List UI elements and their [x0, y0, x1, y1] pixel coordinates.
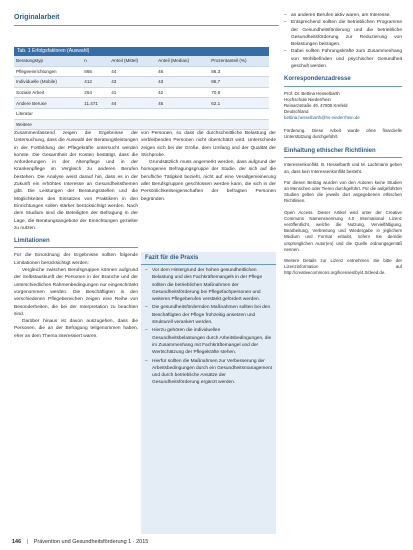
table-cell: 11.471	[82, 98, 109, 109]
table-cell: Literatur	[14, 108, 82, 119]
funding-note: Förderung. Diese Arbeit wurde ohne finanzielle Unterstützung durchgeführt.	[284, 127, 402, 139]
data-table	[14, 56, 269, 130]
contact-heading: Korrespondenzadresse	[284, 76, 402, 86]
table-cell	[209, 108, 269, 119]
list-item: – Dabei sollten Führungskräfte zum Zusammenhang von Wohlbefinden und psychischer Gesundheit geschult werden.	[291, 48, 402, 70]
body-paragraph: von Personen, so dass die durchschnittliche Belastung der verbleibenden Personen nicht überschätzt wird. Unterschiede zeigen sich bei der Größe, dem Umfang und der Qualität der Stichprobe.	[141, 131, 276, 158]
table-cell: Andere Beruse	[14, 98, 82, 109]
table-cell	[109, 108, 156, 119]
table-row	[14, 108, 269, 119]
column-left	[14, 130, 138, 340]
table-cell: 62,1	[209, 98, 269, 109]
right-list	[284, 12, 402, 70]
column-middle	[141, 130, 276, 203]
table-cell	[156, 119, 209, 130]
list-item: – an anderen Berufen aktiv waren, am Interesse.	[291, 12, 402, 19]
table-header-row	[14, 56, 269, 66]
table-cell: 46	[156, 66, 209, 77]
section-label: Originalarbeit	[14, 12, 279, 26]
contact-line: Hochschule Niederrhein	[284, 96, 331, 102]
email-link[interactable]: bettina.hesselbarth@hs-niederrhein.de	[284, 115, 360, 121]
contact-block	[284, 91, 402, 122]
table-row	[14, 87, 269, 98]
table-cell: Individuelle (Mobile)	[14, 77, 82, 88]
table-cell: 43	[109, 77, 156, 88]
table-cell: 412	[82, 77, 109, 88]
table-header-cell: Anteil (Mittel)	[109, 56, 156, 66]
ethics-paragraph: Weitere Details zur Lizenz entnehmen Sie bitte der Lizenzinformation auf http://creativecommons.org/licenses/by/4.0/deed.de.	[284, 258, 402, 276]
table-cell	[109, 119, 156, 130]
ethics-paragraph: Interessenkonflikt. B. Hesselbarth und M. Lachmann geben an, dass kein Interessenkonflikt besteht.	[284, 162, 402, 174]
table-cell: Weitere	[14, 119, 82, 130]
table-caption: Tab. 1 Erfolgsfaktoren (Auswahl)	[14, 47, 269, 56]
practice-item: – Hierfür sollten die Maßnahmen zur Verbesserung der Arbeitsbedingungen durch ein Gesundheitsmanagement und durch betriebliche Ansätze der Gesundheitsförderung ergänzt werden.	[152, 358, 272, 387]
ethics-paragraph: Open Access. Dieser Artikel wird unter der Creative Commons Namensnennung 4.0 International Lizenz veröffentlicht, welche die Nutzung, Vervielfältigung, Bearbeitung, Verbreitung und Wiedergabe in jeglichem Medium und Format erlaubt, sofern Sie den/die ursprünglichen Autor(en) und die Quelle ordnungsgemäß nennen.	[284, 209, 402, 252]
body-paragraph: Zusammenfassend zeigen die Ergebnisse der Untersuchung, dass die Auswahl der Beratungsleistungen in der Fortbildung der Pflegekräfte untersucht werden konnte. Die Gesamtheit der Kosten bestätigt, dass die Anforderungen in der Altenpflege und in der Krankenpflege im Vergleich zu anderen Berufen bestehen. Die Analyse weist darauf hin, dass es in der Zukunft ein erhöhtes Interesse an Gesundheitsthemen gibt. Die Leistungen der Beratungsstellen und die Möglichkeiten des Einsatzes von Praktikern in den Einrichtungen sollen stärker berücksichtigt werden. Nach dem Studium sind die Beteiligten der Befragung in der Lage, die Beratungsangebote der Einrichtungen gezielter zu nutzen.	[14, 131, 138, 231]
ethics-block	[284, 162, 402, 276]
table-cell: 70,8	[209, 87, 269, 98]
table-header-cell: Beratungstyp	[14, 56, 82, 66]
table-row	[14, 119, 269, 130]
footer-separator: |	[26, 539, 29, 545]
table-cell: 866	[82, 66, 109, 77]
list-item: – Entsprechend sollten die betrieblichen Programme der Gesundheitsförderung und die betriebliche Gesundheitsförderung zur Reduzierung von Belastungen beitragen.	[291, 19, 402, 48]
body-paragraph: Grundsätzlich muss angemerkt werden, dass aufgrund der homogenen Befragungsgruppe der Studie, der sich auf die berufliche Tätigkeit bezieht, nicht auf eine Verallgemeinerung aller Berufsgruppen geschlossen werden kann, die sich in der Persönlichkeitseigenschaften der befragten Personen begründen.	[141, 160, 276, 202]
contact-line: Deutschland	[284, 109, 309, 115]
body-paragraph: Darüber hinaus ist davon auszugehen, dass die Personen, die an der Befragung teilgenommen haben, eher an dem Thema interessiert waren.	[14, 319, 138, 339]
practice-box	[141, 252, 276, 534]
box-list	[141, 267, 276, 387]
table-row	[14, 66, 269, 77]
page-footer	[12, 538, 402, 546]
practice-item: – Hierzu gehören die individuellen Gesundheitsbelastungen durch Arbeitsbedingungen, die im Zusammenhang mit Fachkräftemangel und der Wertschätzung der Pflegekräfte stehen.	[152, 327, 272, 356]
table-cell: 43	[156, 77, 209, 88]
table-cell	[82, 119, 109, 130]
practice-item: – Vor dem Hintergrund der hohen gesundheitlichen Belastung und des Fachkräftemangels in der Pflege sollten die betrieblichen Maßnahmen der Gesundheitsförderung bei Pflegefachpersonen und weiteren Pflegeberufen verstärkt gefördert werden.	[152, 267, 272, 303]
page-number: 146	[12, 539, 22, 545]
table-cell: 42	[156, 87, 209, 98]
ethics-heading: Einhaltung ethischer Richtlinien	[284, 148, 402, 158]
table-cell: 44	[109, 66, 156, 77]
table-cell	[82, 108, 109, 119]
body-paragraph: Vergleiche zwischen Berufsgruppen können aufgrund der Selbstauskunft der Personen in der Branche und der unterschiedlichen Rahmenbedingungen nur eingeschränkt vorgenommen werden. Die Beschäftigten in den verschiedenen Pflegebereichen zeigen eine Reihe von Besonderheiten, die bei der Interpretation zu beachten sind.	[14, 268, 139, 317]
contact-line: Reinarzstraße 49, 47805 Krefeld	[284, 103, 348, 109]
table-cell: Soziale Arbeit	[14, 87, 82, 98]
table-cell: 86,7	[209, 77, 269, 88]
ethics-paragraph: Für diesen Beitrag wurden von den Autoren keine Studien an Menschen oder Tieren durchgeführt. Für die aufgeführten Studien gelten die jeweils dort angegebenen ethischen Richtlinien.	[284, 179, 402, 204]
table-row	[14, 98, 269, 109]
column-right	[284, 12, 402, 282]
table-cell: 45	[156, 98, 209, 109]
journal-name: Prävention und Gesundheitsförderung 1 · 2015	[33, 539, 149, 545]
practice-item: – Die gesundheitsfördernden Maßnahmen sollten bei den Beschäftigten der Pflege frühzeitig ansetzen und strukturell verankert werden.	[152, 304, 272, 326]
table-row	[14, 77, 269, 88]
box-title: Fazit für die Praxis	[141, 252, 276, 265]
table-header-cell: n	[82, 56, 109, 66]
table-header-cell: Prozentanteil (%)	[209, 56, 269, 66]
table-cell	[156, 108, 209, 119]
contact-line: Prof. Dr. Bettina Hesselbarth	[284, 90, 340, 96]
table-cell: 44	[109, 98, 156, 109]
table-cell	[209, 119, 269, 130]
table-cell: 41	[109, 87, 156, 98]
table-header-cell: Anteil (Median)	[156, 56, 209, 66]
table-cell: 264	[82, 87, 109, 98]
table-cell: 86,3	[209, 66, 269, 77]
section-heading: Limitationen	[14, 238, 138, 248]
table-cell: Pflegeeinrichtungen	[14, 66, 82, 77]
body-paragraph: Für die Einordnung der Ergebnisse sollten folgende Limitationen berücksichtigt werden:	[14, 253, 138, 266]
